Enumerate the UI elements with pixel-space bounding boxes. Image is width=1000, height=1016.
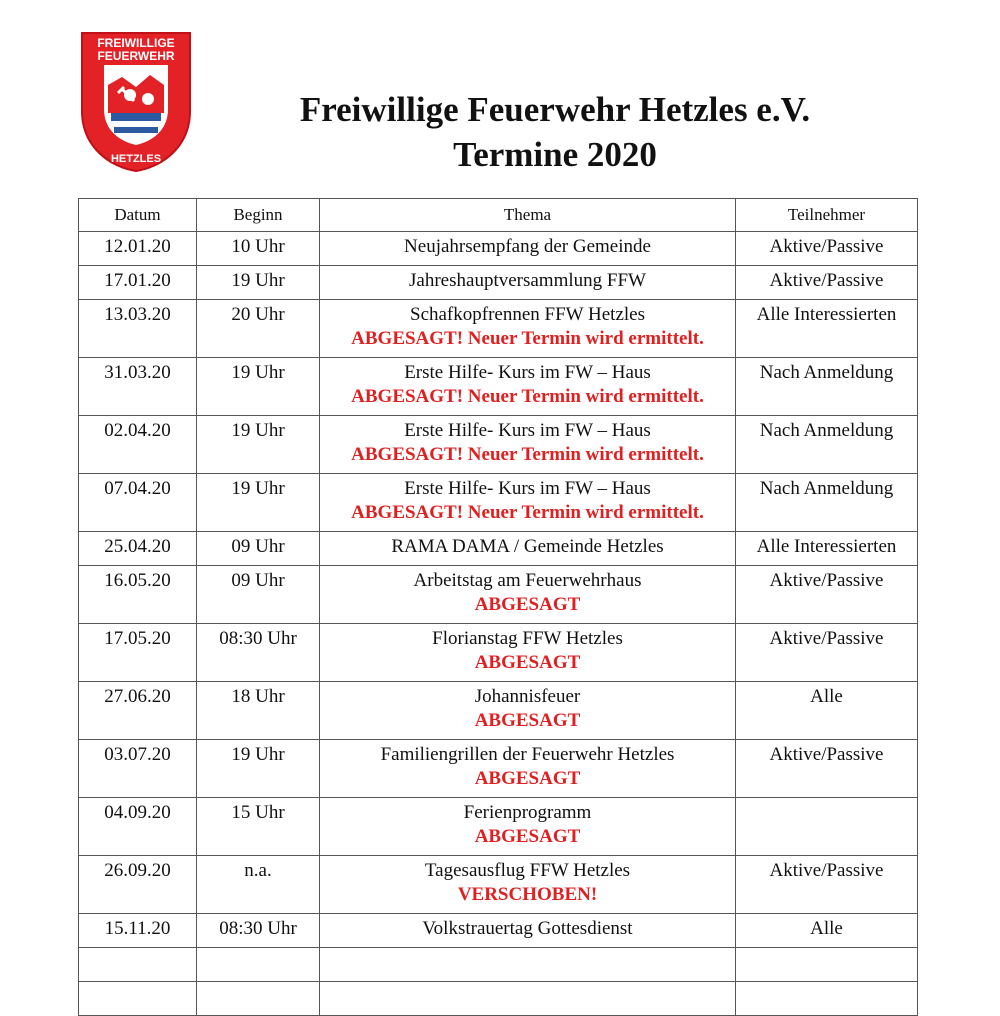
header-participants: Teilnehmer	[736, 199, 918, 232]
cancel-note: ABGESAGT! Neuer Termin wird ermittelt.	[351, 386, 704, 407]
cell-date: 27.06.20	[79, 682, 197, 740]
cell-date: 13.03.20	[79, 300, 197, 358]
cell-participants: Aktive/Passive	[736, 232, 918, 266]
cell-participants: Alle	[736, 682, 918, 740]
cell-date	[79, 948, 197, 982]
topic-text: Erste Hilfe- Kurs im FW – Haus	[404, 362, 651, 383]
logo-text-bottom: HETZLES	[110, 153, 162, 165]
cell-topic	[320, 948, 736, 982]
cell-participants	[736, 798, 918, 856]
topic-text: Neujahrsempfang der Gemeinde	[404, 236, 651, 257]
cell-date: 04.09.20	[79, 798, 197, 856]
cancel-note: ABGESAGT! Neuer Termin wird ermittelt.	[351, 328, 704, 349]
cell-time: 18 Uhr	[197, 682, 320, 740]
topic-text: Volkstrauertag Gottesdienst	[422, 918, 633, 939]
cancel-note: ABGESAGT	[474, 826, 581, 847]
cell-participants: Aktive/Passive	[736, 566, 918, 624]
cell-participants: Alle Interessierten	[736, 532, 918, 566]
cell-topic	[320, 232, 736, 266]
header-start: Beginn	[197, 199, 320, 232]
cell-topic	[320, 982, 736, 1016]
cell-topic	[320, 474, 736, 532]
cancel-note: VERSCHOBEN!	[457, 884, 598, 905]
cell-time	[197, 948, 320, 982]
logo-text-top-1: FREIWILLIGE	[97, 36, 175, 50]
cell-time: 19 Uhr	[197, 266, 320, 300]
table-row	[79, 682, 918, 740]
table-row	[79, 798, 918, 856]
topic-text: Arbeitstag am Feuerwehrhaus	[413, 570, 642, 591]
table-row	[79, 266, 918, 300]
table-row	[79, 914, 918, 948]
cell-participants: Nach Anmeldung	[736, 474, 918, 532]
cell-date: 17.01.20	[79, 266, 197, 300]
cell-date: 02.04.20	[79, 416, 197, 474]
table-row	[79, 300, 918, 358]
cell-date: 31.03.20	[79, 358, 197, 416]
topic-text: Erste Hilfe- Kurs im FW – Haus	[404, 420, 651, 441]
cell-topic	[320, 566, 736, 624]
table-row	[79, 474, 918, 532]
cell-participants: Aktive/Passive	[736, 266, 918, 300]
cell-date: 16.05.20	[79, 566, 197, 624]
page-subtitle: Termine 2020	[453, 135, 657, 174]
topic-text: Ferienprogramm	[463, 802, 592, 823]
header-topic: Thema	[320, 199, 736, 232]
cell-time: 20 Uhr	[197, 300, 320, 358]
table-row	[79, 358, 918, 416]
cell-participants: Alle Interessierten	[736, 300, 918, 358]
cell-time: 09 Uhr	[197, 532, 320, 566]
topic-text: Schafkopfrennen FFW Hetzles	[410, 304, 645, 325]
page-title: Freiwillige Feuerwehr Hetzles e.V.	[299, 90, 811, 129]
cell-time: 10 Uhr	[197, 232, 320, 266]
cancel-note: ABGESAGT	[474, 710, 581, 731]
cell-topic	[320, 416, 736, 474]
topic-text: Erste Hilfe- Kurs im FW – Haus	[404, 478, 651, 499]
table-header-row	[79, 199, 918, 232]
fire-brigade-logo	[78, 29, 194, 174]
table-row	[79, 624, 918, 682]
table-row	[79, 532, 918, 566]
cell-date: 17.05.20	[79, 624, 197, 682]
cell-time: 19 Uhr	[197, 474, 320, 532]
cell-participants: Alle	[736, 914, 918, 948]
cell-time: 19 Uhr	[197, 416, 320, 474]
cell-topic	[320, 624, 736, 682]
cell-time: 15 Uhr	[197, 798, 320, 856]
cell-time	[197, 982, 320, 1016]
table-row	[79, 232, 918, 266]
cell-topic	[320, 914, 736, 948]
cell-date: 26.09.20	[79, 856, 197, 914]
cell-participants: Aktive/Passive	[736, 856, 918, 914]
table-row	[79, 416, 918, 474]
cancel-note: ABGESAGT! Neuer Termin wird ermittelt.	[351, 444, 704, 465]
cell-topic	[320, 856, 736, 914]
logo-text-top-2: FEUERWEHR	[97, 49, 175, 63]
cancel-note: ABGESAGT! Neuer Termin wird ermittelt.	[351, 502, 704, 523]
cancel-note: ABGESAGT	[474, 594, 581, 615]
topic-text: Tagesausflug FFW Hetzles	[424, 860, 631, 881]
cell-participants	[736, 982, 918, 1016]
cell-participants: Aktive/Passive	[736, 740, 918, 798]
topic-text: Johannisfeuer	[474, 686, 581, 707]
cancel-note: ABGESAGT	[474, 768, 581, 789]
cell-time: 08:30 Uhr	[197, 914, 320, 948]
schedule-table	[78, 198, 918, 1016]
table-row	[79, 566, 918, 624]
cell-topic	[320, 300, 736, 358]
cell-time: 19 Uhr	[197, 740, 320, 798]
cell-time: 08:30 Uhr	[197, 624, 320, 682]
cell-participants: Nach Anmeldung	[736, 358, 918, 416]
cell-time: 19 Uhr	[197, 358, 320, 416]
cell-date: 07.04.20	[79, 474, 197, 532]
cell-time: 09 Uhr	[197, 566, 320, 624]
cell-date: 15.11.20	[79, 914, 197, 948]
cell-time: n.a.	[197, 856, 320, 914]
cell-participants: Nach Anmeldung	[736, 416, 918, 474]
cell-topic	[320, 740, 736, 798]
cell-date: 12.01.20	[79, 232, 197, 266]
table-row-empty	[79, 982, 918, 1016]
topic-text: Familiengrillen der Feuerwehr Hetzles	[380, 744, 675, 765]
header-date: Datum	[79, 199, 197, 232]
cell-topic	[320, 358, 736, 416]
cell-participants: Aktive/Passive	[736, 624, 918, 682]
table-row-empty	[79, 948, 918, 982]
topic-text: RAMA DAMA / Gemeinde Hetzles	[391, 536, 664, 557]
cell-date: 25.04.20	[79, 532, 197, 566]
table-row	[79, 856, 918, 914]
cell-date	[79, 982, 197, 1016]
table-row	[79, 740, 918, 798]
cell-topic	[320, 798, 736, 856]
cancel-note: ABGESAGT	[474, 652, 581, 673]
cell-topic	[320, 266, 736, 300]
cell-date: 03.07.20	[79, 740, 197, 798]
cell-topic	[320, 682, 736, 740]
cell-participants	[736, 948, 918, 982]
topic-text: Florianstag FFW Hetzles	[432, 628, 623, 649]
topic-text: Jahreshauptversammlung FFW	[409, 270, 646, 291]
cell-topic	[320, 532, 736, 566]
